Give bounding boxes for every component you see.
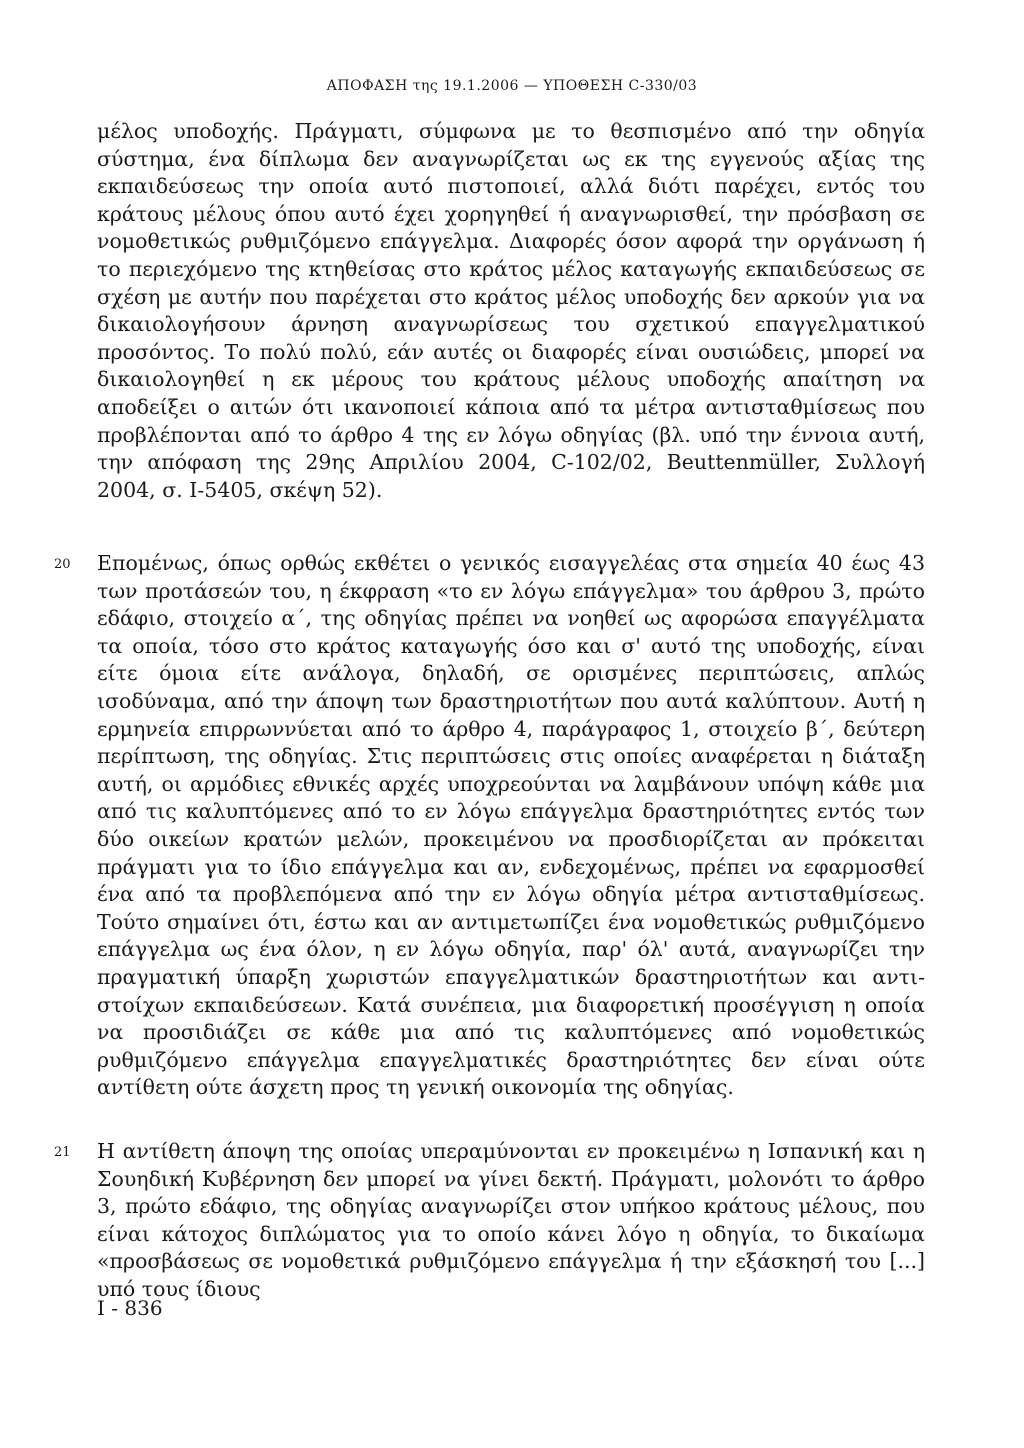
paragraph-20 [97, 550, 925, 1102]
paragraph-21 [97, 1138, 925, 1304]
paragraph-number: 21 [54, 1145, 71, 1160]
paragraph-number: 20 [54, 557, 71, 572]
paragraph-text: Η αντίθετη άποψη της οποίας υπεραμύνονται εν προκειμένω η Ισπανική και η Σουηδική Κυβέρνηση δεν μπορεί να γίνει δεκτή. Πράγματι, μολονότι το άρθρο 3, πρώτο εδάφιο, της οδηγίας αναγνωρίζει στον υπήκοο κράτους μέλους, που είναι κάτοχος διπλώματος για το οποίο κάνει λόγο η οδηγία, το δικαίωμα «προσβάσεως σε νομοθετικά ρυθμιζόμενο επάγγελμα ή την εξάσκησή του [...] υπό τους ίδιους [97, 1139, 925, 1301]
page-number: I - 836 [97, 1296, 163, 1320]
running-header: ΑΠΟΦΑΣΗ της 19.1.2006 — ΥΠΟΘΕΣΗ C-330/03 [326, 78, 698, 94]
paragraph-continuation [97, 118, 925, 504]
paragraph-text: μέλος υποδοχής. Πράγματι, σύμφωνα με το θεσπισμένο από την οδηγία σύστημα, ένα δίπλωμα δεν αναγνωρίζεται ως εκ της εγγενούς αξίας της εκπαιδεύσεως την οποία αυτό πιστοποιεί, αλλά διότι παρέχει, εντός του κράτους μέλους όπου αυτό έχει χορηγηθεί ή αναγνωρισθεί, την πρόσβαση σε νομοθετικώς ρυθμιζόμενο επάγγελμα. Διαφορές όσον αφορά την οργάνωση ή το περιεχόμενο της κτηθείσας στο κράτος μέλος καταγωγής εκπαιδεύσεως σε σχέση με αυτήν που παρέχεται στο κράτος μέλος υποδοχής δεν αρκούν για να δικαιολογήσουν άρνηση αναγνωρίσεως του σχετικού επαγγελματικού προσόντος. Το πολύ πολύ, εάν αυτές οι διαφορές είναι ουσιώδεις, μπορεί να δικαιολογηθεί η εκ μέρους του κράτους μέλους υποδοχής απαίτηση να αποδείξει ο αιτών ότι ικανοποιεί κάποια από τα μέτρα αντισταθμίσεως που προβλέπονται από το άρθρο 4 της εν λόγω οδηγίας (βλ. υπό την έννοια αυτή, την απόφαση της 29ης Απριλίου 2004, C-102/02, Beuttenmüller, Συλλογή 2004, σ. I-5405, σκέψη 52). [97, 119, 925, 502]
paragraph-text: Επομένως, όπως ορθώς εκθέτει ο γενικός εισαγγελέας στα σημεία 40 έως 43 των προτάσεών του, η έκφραση «το εν λόγω επάγγελμα» του άρθρου 3, πρώτο εδάφιο, στοιχείο α΄, της οδηγίας πρέπει να νοηθεί ως αφορώσα επαγγέλματα τα οποία, τόσο στο κράτος καταγωγής όσο και σ' αυτό της υποδοχής, είναι είτε όμοια είτε ανάλογα, δηλαδή, σε ορισμένες περιπτώσεις, απλώς ισοδύναμα, από την άποψη των δραστηριοτήτων που αυτά καλύπτουν. Αυτή η ερμηνεία επιρρωννύεται από το άρθρο 4, παράγραφος 1, στοιχείο β΄, δεύτερη περίπτωση, της οδηγίας. Στις περιπτώσεις στις οποίες αναφέρεται η διάταξη αυτή, οι αρμόδιες εθνικές αρχές υποχρεούνται να λαμβάνουν υπόψη κάθε μια από τις καλυπτόμενες από το εν λόγω επάγγελμα δραστηριότητες εντός των δύο οικείων κρατών μελών, προκειμένου να προσδιορίζεται αν πρόκειται πράγματι για το ίδιο επάγγελμα και αν, ενδεχομένως, πρέπει να εφαρμοσθεί ένα από τα προβλεπόμενα από την εν λόγω οδηγία μέτρα αντισταθμίσεως. Τούτο σημαίνει ότι, έστω και αν αντιμετωπίζει ένα νομοθετικώς ρυθμιζόμενο επάγγελμα ως ένα όλον, η εν λόγω οδηγία, παρ' όλ' αυτά, αναγνωρίζει την πραγματική ύπαρξη χωριστών επαγγελματικών δραστηριοτήτων και αντιστοίχων εκπαιδεύσεων. Κατά συνέπεια, μια διαφορετική προσέγγιση η οποία να προσιδιάζει σε κάθε μια από τις καλυπτόμενες από νομοθετικώς ρυθμιζόμενο επάγγελμα επαγγελματικές δραστηριότητες δεν είναι ούτε αντίθετη ούτε άσχετη προς τη γενική οικονομία της οδηγίας. [97, 551, 925, 1100]
